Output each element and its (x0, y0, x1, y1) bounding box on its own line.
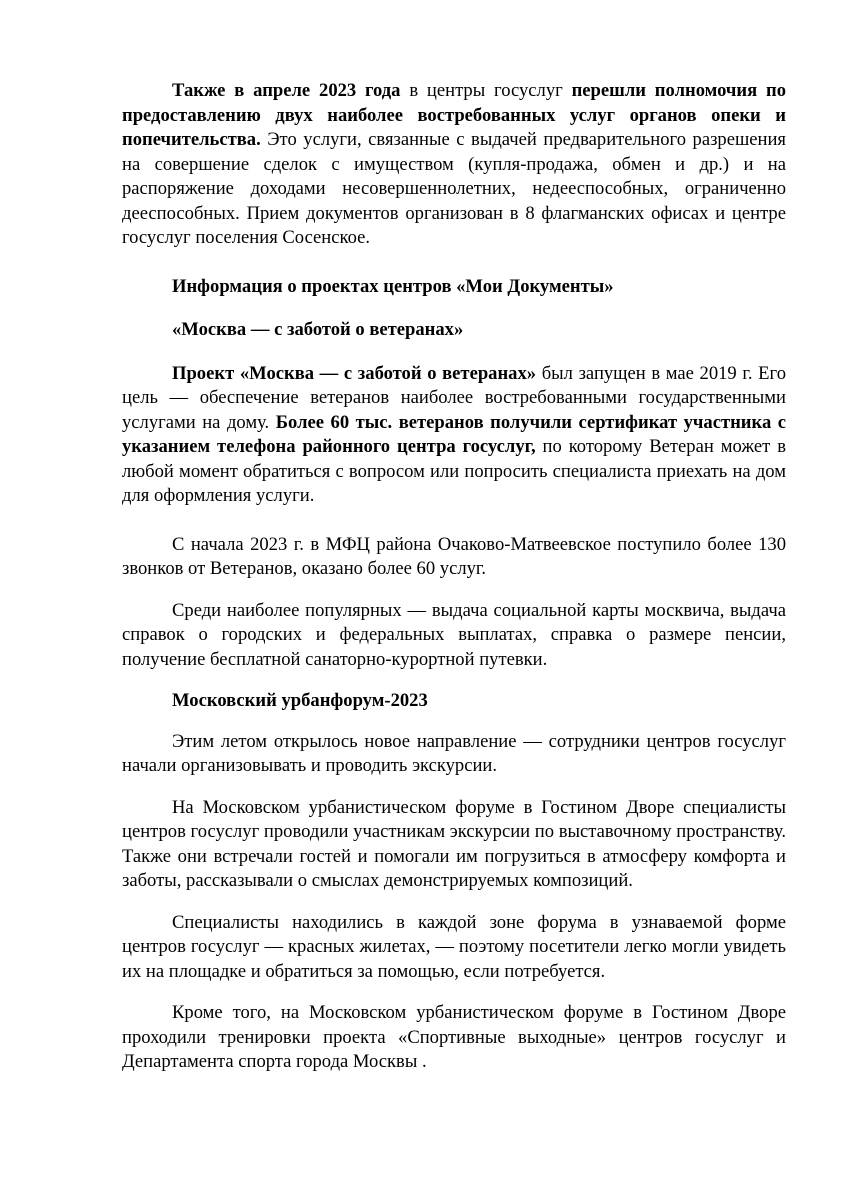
body-text: был запущен в мае 2019 г. Его цель — обеспечение ветеранов наиболее востребованными государственными услугами на дому. (122, 362, 787, 433)
bold-text: Проект «Москва — с заботой о ветеранах» (172, 362, 537, 384)
paragraph-sport-weekends: Кроме того, на Московском урбанистическом форуме в Гостином Дворе проходили тренировки проекта «Спортивные выходные» центров госуслуг и Департамента спорта города Москвы . (122, 1002, 786, 1072)
heading-veterans-project: «Москва — с заботой о ветеранах» (172, 319, 464, 340)
heading-urbanforum: Московский урбанфорум-2023 (172, 690, 428, 711)
body-text: в центры госуслуг (400, 80, 572, 101)
document-page (122, 79, 786, 1092)
paragraph-excursions: Этим летом открылось новое направление — сотрудники центров госуслуг начали организовывать и проводить экскурсии. (122, 730, 786, 776)
bold-text: Более 60 тыс. ветеранов получили сертификат участника с указанием телефона районного центра госуслуг, (122, 411, 787, 457)
paragraph-veterans-project (122, 362, 786, 509)
paragraph-red-vests: Специалисты находились в каждой зоне форума в узнаваемой форме центров госуслуг — красных жилетах, — поэтому посетители легко могли увидеть их на площадке и обратиться за помощью, если потребуется. (122, 911, 786, 982)
paragraph-urbanforum-guides: На Московском урбанистическом форуме в Гостином Дворе специалисты центров госуслуг проводили участникам экскурсии по выставочному пространству. Также они встречали гостей и помогали им погрузиться в атмосферу комфорта и заботы, рассказывали о смыслах демонстрируемых композиций. (122, 796, 786, 891)
paragraph-guardianship (122, 79, 786, 251)
bold-text: Также в апреле 2023 года (172, 80, 401, 101)
body-text: Это услуги, связанные с выдачей предварительного разрешения на совершение сделок с имуществом (купля-продажа, обмен и др.) и на распоряжение доходами несовершеннолетних, недееспособных, ограниченно дееспособных. Прием документов организован в 8 флагманских офисах и центре госуслуг поселения Сосенское. (122, 129, 786, 248)
paragraph-calls-stats: С начала 2023 г. в МФЦ района Очаково-Матвеевское поступило более 130 звонков от Ветеранов, оказано более 60 услуг. (122, 533, 786, 579)
heading-projects-info: Информация о проектах центров «Мои Документы» (172, 275, 614, 297)
bold-text: перешли полномочия по предоставлению двух наиболее востребованных услуг органов опеки и попечительства. (122, 80, 786, 150)
body-text: по которому Ветеран может в любой момент обратиться с вопросом или попросить специалиста приехать на дом для оформления услуги. (122, 436, 786, 506)
paragraph-popular-services: Среди наиболее популярных — выдача социальной карты москвича, выдача справок о городских и федеральных выплатах, справка о размере пенсии, получение бесплатной санаторно-курортной путевки. (122, 599, 786, 670)
